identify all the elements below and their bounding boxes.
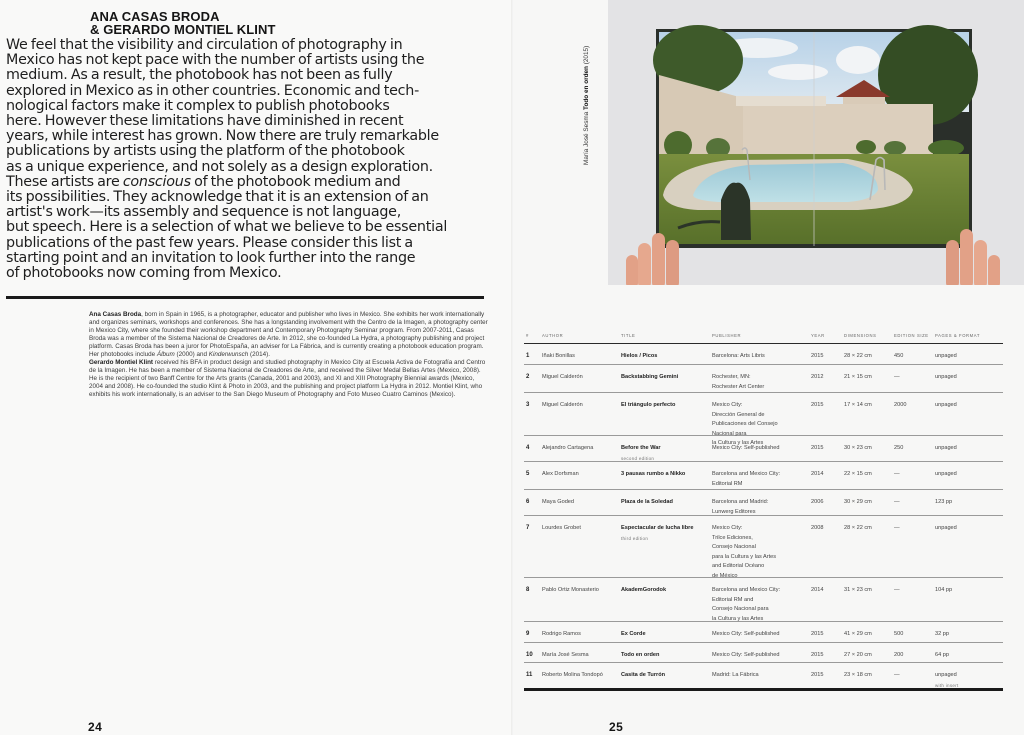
cell-publisher (712, 470, 780, 489)
pages-text: unpaged (935, 471, 957, 477)
cell-author: Miguel Calderón (542, 374, 583, 380)
cell-year: 2008 (811, 525, 824, 531)
publisher-line: Publicaciones del Consejo (712, 421, 778, 427)
title-text: Casita de Turrón (621, 672, 666, 678)
intro-line: explored in Mexico as in other countries. Economic and tech- (6, 82, 419, 99)
table-row (524, 365, 1003, 393)
cell-edition-size: 200 (894, 652, 904, 658)
cell-author: Roberto Molina Tondopó (542, 672, 603, 678)
intro-line: publications of the past few years. Please consider this list a (6, 234, 413, 251)
cell-year: 2006 (811, 499, 824, 505)
bio-text: (2000) and (174, 350, 209, 358)
cell-edition-size: 500 (894, 631, 904, 637)
title-edition-note: third edition (621, 535, 649, 541)
intro-line: of photobooks now coming from Mexico. (6, 265, 282, 282)
table-row (524, 490, 1003, 516)
title-text: AkademGorodok (621, 587, 667, 593)
cell-title (621, 444, 661, 463)
publisher-line: Lunwerg Editores (712, 508, 756, 515)
table-row (524, 578, 1003, 622)
cell-edition-size: — (894, 499, 900, 505)
cell-title (621, 524, 693, 543)
cell-edition-size: 250 (894, 445, 904, 451)
cell-dimensions: 31 × 23 cm (844, 587, 872, 593)
cell-year: 2015 (811, 672, 824, 678)
cell-title (621, 651, 659, 661)
cell-author: María José Sesma (542, 652, 589, 658)
cell-dimensions: 21 × 15 cm (844, 374, 872, 380)
pages-text: 123 pp (935, 499, 953, 505)
intro-line: artist's work—its assembly and sequence is not language, (6, 204, 402, 221)
publisher-line: Mexico City: Self-published (712, 631, 780, 637)
publisher-line: Editorial RM and (712, 596, 754, 603)
publisher-line: and Editorial Océano (712, 563, 765, 569)
caption-title: Todo en orden (583, 66, 590, 110)
pages-text: unpaged (935, 374, 957, 380)
publisher-line: la Cultura y las Artes (712, 615, 764, 622)
publisher-line: la Cultura y las Artes (712, 440, 764, 446)
cell-edition-size: — (894, 587, 900, 593)
publisher-line: Nacional para (712, 430, 747, 437)
cell-author: Rodrigo Ramos (542, 631, 581, 637)
cell-edition-size: 2000 (894, 402, 907, 408)
publisher-line: Madrid: La Fábrica (712, 672, 759, 678)
cell-year: 2015 (811, 353, 824, 359)
cell-number: 10 (526, 652, 533, 658)
intro-line: starting point and an invitation to look further into the range (6, 249, 416, 266)
cell-number: 1 (526, 353, 530, 359)
photobook-illustration (608, 0, 1024, 285)
publisher-line: Rochester, MN: (712, 374, 751, 380)
cell-edition-size: — (894, 525, 900, 531)
cell-author: Iñaki Bonillas (542, 353, 575, 359)
cell-title (621, 470, 685, 480)
cell-edition-size: — (894, 471, 900, 477)
cell-pages-format (935, 373, 957, 383)
title-text: 3 pausas rumbo a Nikko (621, 471, 686, 477)
bio-text: , born in Spain in 1965, is a photographer, educator and publisher who lives in Mexico. She exhibits her work internationally and organizes seminars, workshops and conferences. She has a longstanding involvement with the Centro de la Imagen, a photography center in Mexico City, where she founded their workshop department and Contemporary Photography Seminar program. From 2007-2011, Casas Broda was a member of the Sistema Nacional de Creadores de Arte. In 2012, she co-founded La Hydra, a photography publishing and project platform. Casas Broda has been a juror for PhotoEspaña, an adviser for La Fábrica, and is currently creating a photobook education program. Her photobooks include (89, 311, 488, 358)
cell-publisher (712, 352, 765, 362)
cell-year: 2015 (811, 631, 824, 637)
cell-edition-size: — (894, 374, 900, 380)
cell-title (621, 630, 646, 640)
cell-pages-format (935, 470, 957, 480)
pages-text: unpaged (935, 445, 957, 451)
cell-dimensions: 28 × 22 cm (844, 525, 872, 531)
cell-edition-size: — (894, 672, 900, 678)
section-rule (6, 296, 484, 299)
intro-line: Mexico has not kept pace with the number of artists using the (6, 52, 425, 69)
title-edition-note: second edition (621, 455, 655, 461)
author-bios (89, 311, 489, 399)
cell-dimensions: 41 × 29 cm (844, 631, 872, 637)
cell-pages-format (935, 401, 957, 411)
pages-text: 104 pp (935, 587, 953, 593)
title-text: Before the War (621, 445, 661, 451)
intro-line: its possibilities. They acknowledge that it is an extension of an (6, 189, 429, 206)
publisher-line: Rochester Art Center (712, 383, 765, 390)
cell-author: Pablo Ortiz Monasterio (542, 587, 599, 593)
cell-publisher (712, 651, 779, 661)
publisher-line: Consejo Nacional para (712, 606, 769, 612)
cell-number: 3 (526, 402, 530, 408)
cell-title (621, 401, 675, 411)
cell-dimensions: 17 × 14 cm (844, 402, 872, 408)
table-row (524, 436, 1003, 462)
cell-publisher (712, 586, 780, 624)
intro-line: but speech. Here is a selection of what we believe to be essential (6, 219, 448, 236)
book-gutter (511, 0, 513, 735)
cell-title (621, 586, 666, 596)
cell-publisher (712, 671, 759, 681)
cell-pages-format (935, 444, 957, 454)
cell-year: 2014 (811, 587, 824, 593)
intro-line: as a unique experience, and not solely as a design exploration. (6, 158, 433, 175)
caption-year: (2015) (583, 45, 590, 65)
cell-title (621, 671, 665, 681)
table-row (524, 393, 1003, 446)
table-row (524, 344, 1003, 365)
header-author: AUTHOR (542, 333, 564, 338)
photo-caption (583, 46, 590, 165)
cell-dimensions: 28 × 22 cm (844, 353, 872, 359)
cell-author: Alejandro Cartagena (542, 445, 594, 451)
bio-book-title: Álbum (156, 350, 175, 358)
cell-pages-format (935, 586, 952, 596)
intro-line: publications by artists using the platform of the photobook (6, 143, 405, 160)
cell-pages-format (935, 498, 952, 508)
cell-number: 5 (526, 471, 530, 477)
publisher-line: Mexico City: (712, 525, 743, 531)
cell-publisher (712, 630, 779, 640)
cell-dimensions: 27 × 20 cm (844, 652, 872, 658)
bio-gerardo-montiel-klint (89, 359, 489, 399)
photobook-photo (608, 0, 1024, 285)
page-number-left: 24 (88, 720, 103, 734)
cell-year: 2015 (811, 445, 824, 451)
table-row (524, 622, 1003, 643)
pages-text: unpaged (935, 353, 957, 359)
table-header (524, 330, 1003, 344)
header-dimensions: DIMENSIONS (844, 333, 877, 338)
publisher-line: Barcelona and Mexico City: (712, 471, 781, 477)
cell-year: 2012 (811, 374, 824, 380)
cell-number: 4 (526, 445, 530, 451)
table-row (524, 643, 1003, 663)
intro-line: here. However these limitations have diminished in recent (6, 113, 404, 130)
cell-publisher (712, 498, 768, 517)
publisher-line: Mexico City: (712, 402, 743, 408)
cell-dimensions: 30 × 23 cm (844, 445, 872, 451)
cell-title (621, 498, 673, 508)
cell-author: Alex Dorfsman (542, 471, 579, 477)
publisher-line: Barcelona: Arts Libris (712, 353, 765, 359)
title-text: Plaza de la Soledad (621, 499, 673, 505)
pages-text: 64 pp (935, 652, 949, 658)
cell-pages-format (935, 671, 959, 690)
cell-publisher (712, 444, 779, 454)
title-text: Backstabbing Gemini (621, 374, 679, 380)
cell-title (621, 352, 657, 362)
cell-year: 2015 (811, 652, 824, 658)
cell-author: Lourdes Grobet (542, 525, 581, 531)
author-line: & GERARDO MONTIEL KLINT (90, 22, 276, 37)
cell-author: Maya Goded (542, 499, 575, 505)
publisher-line: Consejo Nacional (712, 544, 756, 550)
intro-fragment: of the photobook medium and (190, 173, 401, 190)
publisher-line: Mexico City: Self-published (712, 445, 780, 451)
pages-note: with insert (935, 682, 959, 688)
publisher-line: Barcelona and Madrid: (712, 499, 769, 505)
bio-text: (2014). (248, 350, 271, 358)
cell-number: 9 (526, 631, 530, 637)
caption-artist: María José Sesma (583, 111, 590, 165)
photobook-table (524, 330, 1003, 691)
cell-dimensions: 22 × 15 cm (844, 471, 872, 477)
title-text: Todo en orden (621, 652, 660, 658)
intro-line: We feel that the visibility and circulation of photography in (6, 37, 403, 53)
pages-text: unpaged (935, 525, 957, 531)
intro-line-with-italic (6, 175, 496, 190)
publisher-line: para la Cultura y las Artes (712, 553, 777, 560)
cell-pages-format (935, 630, 949, 640)
intro-text (6, 38, 496, 281)
pages-text: unpaged (935, 402, 957, 408)
cell-publisher (712, 524, 776, 581)
cell-number: 6 (526, 499, 530, 505)
cell-edition-size: 450 (894, 353, 904, 359)
publisher-line: Mexico City: Self-published (712, 652, 780, 658)
intro-line: nological factors make it complex to publish photobooks (6, 97, 390, 114)
cell-number: 7 (526, 525, 530, 531)
cell-pages-format (935, 651, 949, 661)
intro-line: years, while interest has grown. Now there are truly remarkable (6, 128, 439, 145)
title-text: Ex Corde (621, 631, 646, 637)
table-body (524, 344, 1003, 691)
cell-number: 11 (526, 672, 533, 678)
cell-title (621, 373, 678, 383)
title-text: El triángulo perfecto (621, 402, 676, 408)
bio-name: Ana Casas Broda (89, 311, 142, 318)
bio-text: received his BFA in product design and studied photography in Mexico City at Escuela Activa de Fotografía and Centro de la Imagen. He has been a member of Sistema Nacional de Creadores de Arte, and received the Silver Medal Bellas Artes (Mexico, 2008). He is the recipient of two Banff Centre for the Arts grants (Canada, 2001 and 2003), and XI and XIII Photography Biennial awards (Mexico, 2004 and 2008). He co-founded the studio Klint & Photo in 2003, and the publishing and project platform La Hydra in 2012. Montiel Klint, who exhibits his work internationally, is an adviser to the San Diego Museum of Photography and Foto Museo Cuatro Caminos (Mexico). (89, 358, 486, 398)
bio-name: Gerardo Montiel Klint (89, 358, 154, 366)
cell-publisher (712, 373, 764, 392)
page-number-right: 25 (609, 720, 624, 734)
header-number: # (526, 333, 529, 338)
title-text: Espectacular de lucha libre (621, 525, 694, 531)
publisher-line: de México (712, 572, 738, 579)
pages-text: 32 pp (935, 631, 949, 637)
cell-author: Miguel Calderón (542, 402, 583, 408)
cell-year: 2015 (811, 402, 824, 408)
bio-book-title: Kinderwunsch (208, 350, 249, 358)
cell-year: 2014 (811, 471, 824, 477)
cell-pages-format (935, 524, 957, 534)
intro-italic-word: conscious (122, 173, 191, 190)
table-row (524, 516, 1003, 578)
cell-number: 2 (526, 374, 530, 380)
table-row (524, 663, 1003, 691)
publisher-line: Barcelona and Mexico City: (712, 587, 781, 593)
publisher-line: Dirección General de (712, 411, 765, 418)
pages-text: unpaged (935, 672, 957, 678)
cell-dimensions: 23 × 18 cm (844, 672, 872, 678)
publisher-line: Editorial RM (712, 480, 743, 487)
author-line: ANA CASAS BRODA (90, 9, 220, 24)
cell-number: 8 (526, 587, 530, 593)
cell-pages-format (935, 352, 957, 362)
table-row (524, 462, 1003, 490)
header-title: TITLE (621, 333, 636, 338)
bio-ana-casas-broda (89, 311, 489, 358)
photo-chair (721, 183, 751, 240)
header-pages-format: PAGES & FORMAT (935, 333, 981, 338)
authors-heading (90, 10, 276, 36)
intro-fragment: These artists are (6, 173, 123, 190)
header-year: YEAR (811, 333, 825, 338)
title-text: Hielos / Picos (621, 353, 658, 359)
header-edition-size: EDITION SIZE (894, 333, 929, 338)
intro-line: medium. As a result, the photobook has not been as fully (6, 67, 393, 84)
cell-dimensions: 30 × 29 cm (844, 499, 872, 505)
publisher-line: Trilce Ediciones, (712, 534, 753, 541)
header-publisher: PUBLISHER (712, 333, 742, 338)
